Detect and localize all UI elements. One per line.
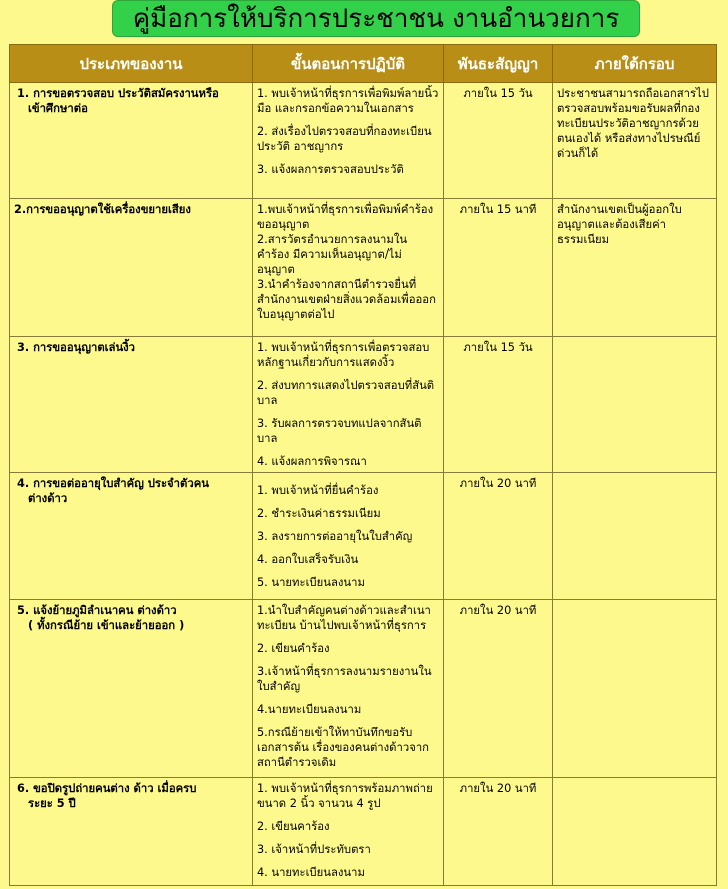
procedure-step: 4. ออกใบเสร็จรับเงิน xyxy=(257,553,359,566)
procedure-step: 2. ชำระเงินค่าธรรมเนียม xyxy=(257,507,381,520)
procedure-step: 1.พบเจ้าหน้าที่ธุรการเพื่อพิมพ์คำร้องขออนุญาต xyxy=(257,203,434,231)
commitment-cell: ภายใน 20 นาที xyxy=(444,473,553,600)
work-type-cell xyxy=(10,83,253,199)
work-type-line: ต่างด้าว xyxy=(28,492,68,505)
commitment-cell: ภายใน 20 นาที xyxy=(444,600,553,778)
table-row xyxy=(10,778,717,886)
procedure-cell xyxy=(253,83,444,199)
work-type-cell xyxy=(10,337,253,473)
column-header-work-type: ประเภทของงาน xyxy=(10,45,253,83)
work-type-line: 1. การขอตรวจสอบ ประวัติสมัครงานหรือ xyxy=(17,87,219,100)
column-header-procedure: ขั้นตอนการปฏิบัติ xyxy=(253,45,444,83)
procedure-step: 4.นายทะเบียนลงนาม xyxy=(257,703,362,716)
procedure-step: 3. รับผลการตรวจบทแปลจากสันติบาล xyxy=(257,417,422,445)
procedure-cell xyxy=(253,473,444,600)
work-type-line: 2.การขออนุญาตใช้เครื่องขยายเสียง xyxy=(14,203,191,216)
work-type-cell xyxy=(10,199,253,337)
framework-cell xyxy=(553,600,717,778)
work-type-cell xyxy=(10,600,253,778)
procedure-step: 1. พบเจ้าหน้าที่ธุรการพร้อมภาพถ่ายขนาด 2 นิ้ว จานวน 4 รูป xyxy=(257,782,433,810)
work-type-line: เข้าศึกษาต่อ xyxy=(28,102,88,115)
procedure-cell xyxy=(253,337,444,473)
header-row xyxy=(10,45,717,83)
procedure-step: 3.นำคำร้องจากสถานีตำรวจยื่นที่สำนักงานเขตฝ่ายสิ่งแวดล้อมเพื่อออกใบอนุญาตต่อไป xyxy=(257,278,436,321)
work-type-line: 6. ขอปิดรูปถ่ายคนต่าง ด้าว เมื่อครบ xyxy=(17,782,197,795)
column-header-framework: ภายใต้กรอบ xyxy=(553,45,717,83)
procedure-step: 1. พบเจ้าหน้าที่ธุรการเพื่อตรวจสอบหลักฐานเกี่ยวกับการแสดงงิ้ว xyxy=(257,341,430,369)
work-type-line: ( ทั้งกรณีย้าย เข้าและย้ายออก ) xyxy=(28,619,185,632)
procedure-step: 1. พบเจ้าหน้าที่ธุรการเพื่อพิมพ์ลายนิ้วมือ และกรอกข้อความในเอกสาร xyxy=(257,87,439,115)
column-header-commitment: พันธะสัญญา xyxy=(444,45,553,83)
procedure-step: 2. เขียนคาร้อง xyxy=(257,820,330,833)
work-type-line: 5. แจ้งย้ายภูมิลำเนาคน ต่างด้าว xyxy=(17,604,177,617)
procedure-step: 3. ลงรายการต่ออายุในใบสำคัญ xyxy=(257,530,413,543)
procedure-step: 4. แจ้งผลการพิจารณา xyxy=(257,455,367,468)
procedure-step: 2.สารวัตรอำนวยการลงนามในคำร้อง มีความเห็นอนุญาต/ไม่อนุญาต xyxy=(257,233,408,276)
framework-cell xyxy=(553,337,717,473)
procedure-step: 4. นายทะเบียนลงนาม xyxy=(257,866,365,879)
table-row xyxy=(10,337,717,473)
work-type-line: 4. การขอต่ออายุใบสำคัญ ประจำตัวคน xyxy=(17,477,209,490)
framework-cell xyxy=(553,473,717,600)
page-title: คู่มือการให้บริการประชาชน งานอำนวยการ xyxy=(112,0,640,37)
table-row xyxy=(10,199,717,337)
work-type-line: ระยะ 5 ปี xyxy=(28,797,76,810)
framework-cell: สำนักงานเขตเป็นผู้ออกใบอนุญาตและต้องเสียค่าธรรมเนียม xyxy=(553,199,717,337)
procedure-step: 3. เจ้าหน้าที่ประทับตรา xyxy=(257,843,371,856)
table-row xyxy=(10,600,717,778)
framework-cell: ประชาชนสามารถถือเอกสารไปตรวจสอบพร้อมขอรับผลที่กองทะเบียนประวัติอาชญากรด้วยตนเองได้ หรือส่งทางไปรษณีย์ด่วนก็ได้ xyxy=(553,83,717,199)
work-type-cell xyxy=(10,778,253,886)
service-manual-table xyxy=(9,44,717,886)
commitment-cell: ภายใน 15 นาที xyxy=(444,199,553,337)
procedure-step: 5. นายทะเบียนลงนาม xyxy=(257,576,365,589)
procedure-cell xyxy=(253,199,444,337)
procedure-step: 3. แจ้งผลการตรวจสอบประวัติ xyxy=(257,163,404,176)
commitment-cell: ภายใน 20 นาที xyxy=(444,778,553,886)
procedure-step: 5.กรณีย้ายเข้าให้ทาบันทึกขอรับเอกสารต้น เรื่องของคนต่างด้าวจากสถานีตำรวจเดิม xyxy=(257,726,429,769)
procedure-step: 2. เขียนคำร้อง xyxy=(257,642,330,655)
procedure-step: 3.เจ้าหน้าที่ธุรการลงนามรายงานในใบสำคัญ xyxy=(257,665,432,693)
procedure-step: 1.นำใบสำคัญคนต่างด้าวและสำเนาทะเบียน บ้านไปพบเจ้าหน้าที่ธุรการ xyxy=(257,604,431,632)
commitment-cell: ภายใน 15 วัน xyxy=(444,83,553,199)
procedure-step: 2. ส่งเรื่องไปตรวจสอบที่กองทะเบียนประวัติ อาชญากร xyxy=(257,125,432,153)
table-row xyxy=(10,83,717,199)
procedure-step: 1. พบเจ้าหน้าที่ยื่นคำร้อง xyxy=(257,484,379,497)
framework-cell xyxy=(553,778,717,886)
commitment-cell: ภายใน 15 วัน xyxy=(444,337,553,473)
work-type-cell xyxy=(10,473,253,600)
procedure-cell xyxy=(253,778,444,886)
procedure-cell xyxy=(253,600,444,778)
table-row xyxy=(10,473,717,600)
procedure-step: 2. ส่งบทการแสดงไปตรวจสอบที่สันติบาล xyxy=(257,379,435,407)
work-type-line: 3. การขออนุญาตเล่นงิ้ว xyxy=(17,341,136,354)
